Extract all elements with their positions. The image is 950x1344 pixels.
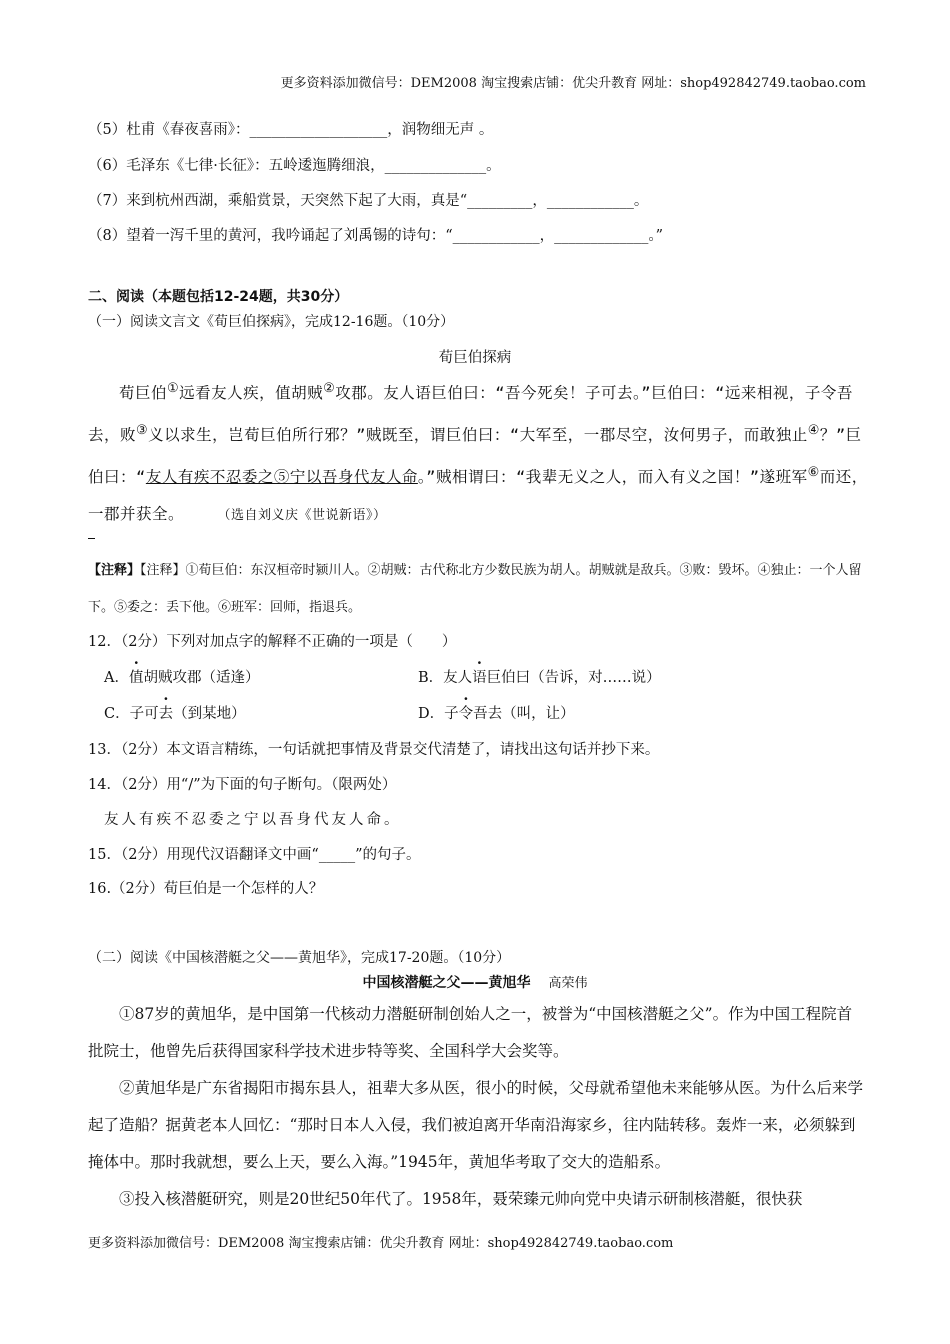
question-14-sentence: 友人有疾不忍委之宁以吾身代友人命。 xyxy=(104,812,402,828)
article-author: 高荣伟 xyxy=(548,976,588,991)
fill-blank-6: （6）毛泽东《七律·长征》：五岭逶迤腾细浪，______________。 xyxy=(88,158,501,174)
choice-d: D．子令吾去（叫，让） xyxy=(418,706,575,722)
article-title-line xyxy=(0,972,950,992)
page-header: 更多资料添加微信号：DEM2008 淘宝搜索店铺：优尖升教育 网址：shop492842749.taobao.com xyxy=(280,76,866,91)
article-para-1: ①87岁的黄旭华，是中国第一代核动力潜艇研制创始人之一，被誉为“中国核潜艇之父”。作为中国工程院首批院士，他曾先后获得国家科学技术进步特等奖、全国科学大会奖等。 xyxy=(88,1005,853,1060)
part2-intro: （二）阅读《中国核潜艇之父——黄旭华》，完成17-20题。（10分） xyxy=(88,950,511,966)
divider-mark xyxy=(88,538,95,539)
underlined-sentence: 友人有疾不忍委之⑤宁以吾身代友人命 xyxy=(145,468,418,487)
passage-source: （选自刘义庆《世说新语》） xyxy=(224,508,387,524)
question-14: 14．（2分）用“/”为下面的句子断句。（限两处） xyxy=(88,777,397,793)
question-16: 16.（2分）荀巨伯是一个怎样的人？ xyxy=(88,881,324,897)
page-footer: 更多资料添加微信号：DEM2008 淘宝搜索店铺：优尖升教育 网址：shop492842749.taobao.com xyxy=(88,1236,674,1251)
passage-title: 荀巨伯探病 xyxy=(438,350,512,366)
fill-blank-5: （5）杜甫《春夜喜雨》：___________________，润物细无声 。 xyxy=(88,122,494,138)
choice-a: A．值胡贼攻郡（适逢） xyxy=(104,670,260,686)
choice-c: C．子可去（到某地） xyxy=(104,706,246,722)
part1-intro: （一）阅读文言文《荀巨伯探病》，完成12-16题。（10分） xyxy=(88,314,455,330)
article-para-2: ②黄旭华是广东省揭阳市揭东县人，祖辈大多从医，很小的时候，父母就希望他未来能够从医。为什么后来学起了造船？据黄老本人回忆：“那时日本人入侵，我们被迫离开华南沿海家乡，往内陆转移。轰炸一来，必须躲到掩体中。那时我就想，要么上天，要么入海。”1945年，黄旭华考取了交大的造船系。 xyxy=(88,1079,864,1171)
annotations: 【注释】【注释】①荀巨伯：东汉桓帝时颍川人。②胡贼：古代称北方少数民族为胡人。胡贼就是敌兵。③败：毁坏。④独止：一个人留下。⑤委之：丢下他。⑥班军：回师，指退兵。 xyxy=(88,563,862,615)
classical-passage: 荀巨伯①远看友人疾，值胡贼②攻郡。友人语巨伯曰：“吾今死矣！子可去。”巨伯曰：“远来相视，子令吾去，败③义以求生，岂荀巨伯所行邪？”贼既至，谓巨伯曰：“大军至，一郡尽空，汝何男子，而敢独止④？”巨伯曰：“友人有疾不忍委之⑤宁以吾身代友人命。”贼相谓曰：“我辈无义之人，而入有义之国！”遂班军⑥而还，一郡并获全。 （选自刘义庆《世说新语》） xyxy=(88,381,868,524)
question-13: 13．（2分）本文语言精练，一句话就把事情及背景交代清楚了，请找出这句话并抄下来。 xyxy=(88,742,660,758)
fill-blank-7: （7）来到杭州西湖，乘船赏景，天突然下起了大雨，真是“_________，____________。 xyxy=(88,193,649,209)
fill-blank-8: （8）望着一泻千里的黄河，我吟诵起了刘禹锡的诗句：“____________，_____________。” xyxy=(88,228,664,244)
question-12: 12．（2分）下列对加点字的解释不正确的一项是（ ） xyxy=(88,634,457,650)
article-title: 中国核潜艇之父——黄旭华 xyxy=(362,975,531,991)
article-para-3: ③投入核潜艇研究，则是20世纪50年代了。1958年，聂荣臻元帅向党中央请示研制核潜艇，很快获 xyxy=(119,1190,803,1208)
section-title: 二、阅读（本题包括12-24题，共30分） xyxy=(88,289,349,305)
question-15: 15．（2分）用现代汉语翻译文中画“_____”的句子。 xyxy=(88,847,421,863)
article-body xyxy=(88,996,864,1218)
choice-b: B．友人语巨伯曰（告诉，对……说） xyxy=(418,670,661,686)
